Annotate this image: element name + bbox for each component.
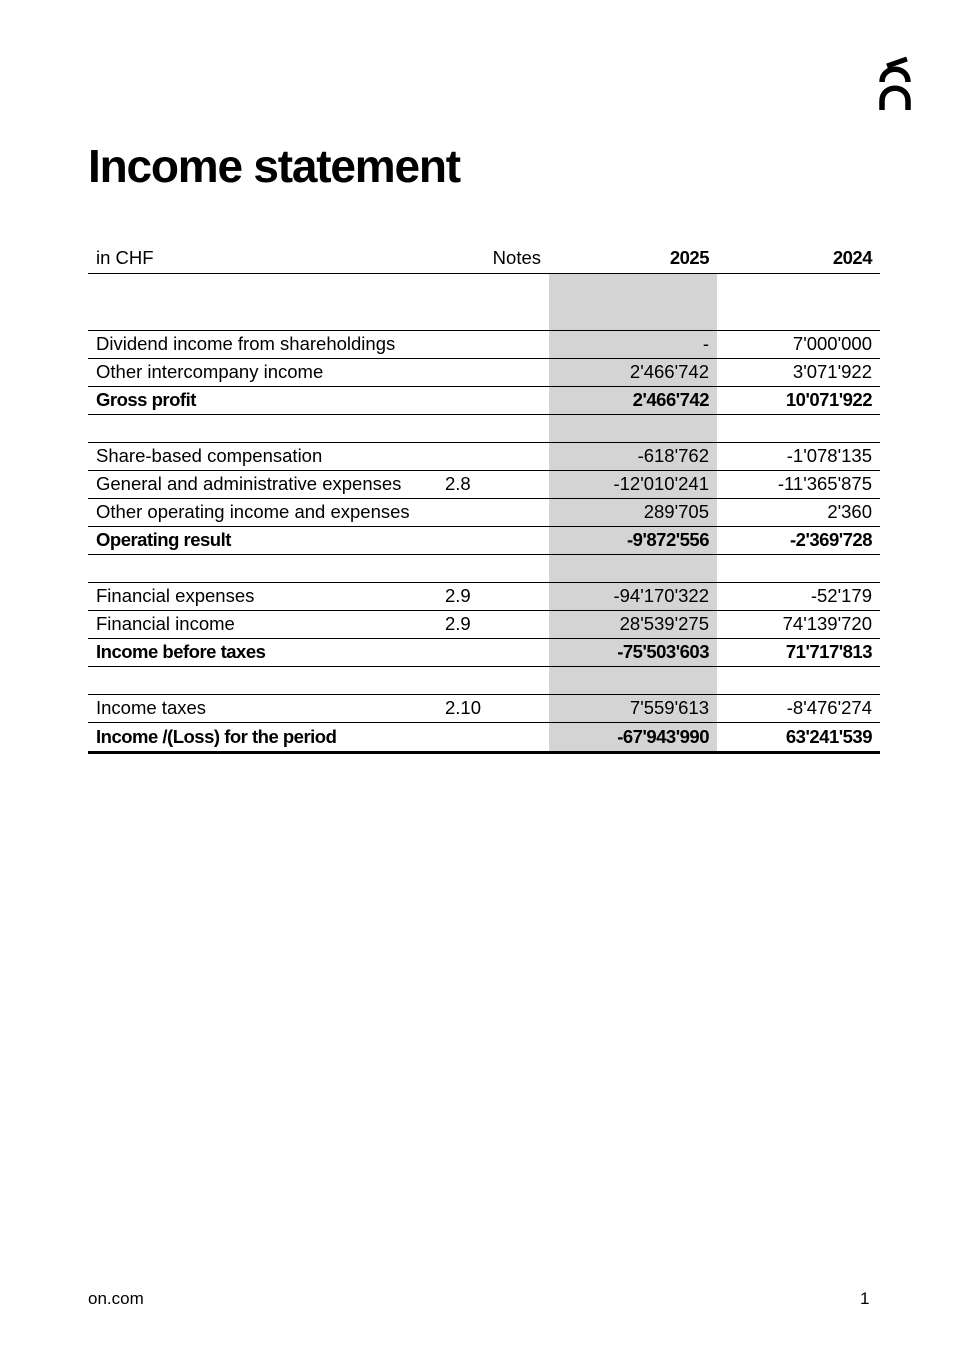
on-logo-icon bbox=[878, 56, 912, 112]
row-current-value: -67'943'990 bbox=[549, 722, 717, 752]
table-row bbox=[88, 358, 880, 386]
row-prior-value: 71'717'813 bbox=[717, 638, 880, 666]
row-label: Income /(Loss) for the period bbox=[88, 722, 443, 752]
table-row bbox=[88, 610, 880, 638]
table-row bbox=[88, 330, 880, 358]
table-row bbox=[88, 582, 880, 610]
current-year-header: 2025 bbox=[549, 243, 717, 273]
row-notes bbox=[443, 638, 549, 666]
row-notes bbox=[443, 386, 549, 414]
row-current-value: -9'872'556 bbox=[549, 526, 717, 554]
row-notes bbox=[443, 358, 549, 386]
row-label: Financial income bbox=[88, 610, 443, 638]
row-prior-value: 63'241'539 bbox=[717, 722, 880, 752]
subtotal-row bbox=[88, 526, 880, 554]
spacer-row bbox=[88, 273, 880, 330]
row-notes bbox=[443, 498, 549, 526]
row-prior-value: 74'139'720 bbox=[717, 610, 880, 638]
notes-header: Notes bbox=[443, 243, 549, 273]
income-statement-table bbox=[88, 243, 880, 754]
row-prior-value: 2'360 bbox=[717, 498, 880, 526]
row-prior-value: 7'000'000 bbox=[717, 330, 880, 358]
row-current-value: 7'559'613 bbox=[549, 694, 717, 722]
spacer-row bbox=[88, 666, 880, 694]
row-notes: 2.10 bbox=[443, 694, 549, 722]
subtotal-row bbox=[88, 638, 880, 666]
row-prior-value: 10'071'922 bbox=[717, 386, 880, 414]
row-notes: 2.9 bbox=[443, 582, 549, 610]
table-row bbox=[88, 498, 880, 526]
row-current-value: 2'466'742 bbox=[549, 386, 717, 414]
table-row bbox=[88, 470, 880, 498]
table-header-row bbox=[88, 243, 880, 273]
row-prior-value: -1'078'135 bbox=[717, 442, 880, 470]
row-label: Gross profit bbox=[88, 386, 443, 414]
row-current-value: -618'762 bbox=[549, 442, 717, 470]
row-notes bbox=[443, 330, 549, 358]
row-label: Income taxes bbox=[88, 694, 443, 722]
row-label: General and administrative expenses bbox=[88, 470, 443, 498]
row-label: Other intercompany income bbox=[88, 358, 443, 386]
table-row bbox=[88, 694, 880, 722]
row-prior-value: -8'476'274 bbox=[717, 694, 880, 722]
row-notes bbox=[443, 526, 549, 554]
table-row bbox=[88, 442, 880, 470]
total-row bbox=[88, 722, 880, 752]
row-notes: 2.9 bbox=[443, 610, 549, 638]
row-current-value: 2'466'742 bbox=[549, 358, 717, 386]
row-label: Operating result bbox=[88, 526, 443, 554]
row-notes bbox=[443, 442, 549, 470]
footer-website: on.com bbox=[88, 1289, 144, 1308]
row-label: Income before taxes bbox=[88, 638, 443, 666]
row-label: Dividend income from shareholdings bbox=[88, 330, 443, 358]
row-label: Other operating income and expenses bbox=[88, 498, 443, 526]
row-notes: 2.8 bbox=[443, 470, 549, 498]
row-notes bbox=[443, 722, 549, 752]
row-label: Financial expenses bbox=[88, 582, 443, 610]
row-prior-value: 3'071'922 bbox=[717, 358, 880, 386]
spacer-row bbox=[88, 554, 880, 582]
row-prior-value: -52'179 bbox=[717, 582, 880, 610]
unit-header: in CHF bbox=[88, 243, 443, 273]
row-current-value: -94'170'322 bbox=[549, 582, 717, 610]
spacer-row bbox=[88, 414, 880, 442]
row-prior-value: -11'365'875 bbox=[717, 470, 880, 498]
subtotal-row bbox=[88, 386, 880, 414]
row-current-value: -75'503'603 bbox=[549, 638, 717, 666]
prior-year-header: 2024 bbox=[717, 243, 880, 273]
row-label: Share-based compensation bbox=[88, 442, 443, 470]
page-title: Income statement bbox=[88, 140, 460, 192]
row-current-value: - bbox=[549, 330, 717, 358]
row-prior-value: -2'369'728 bbox=[717, 526, 880, 554]
page-number: 1 bbox=[860, 1289, 870, 1308]
row-current-value: 28'539'275 bbox=[549, 610, 717, 638]
row-current-value: 289'705 bbox=[549, 498, 717, 526]
row-current-value: -12'010'241 bbox=[549, 470, 717, 498]
